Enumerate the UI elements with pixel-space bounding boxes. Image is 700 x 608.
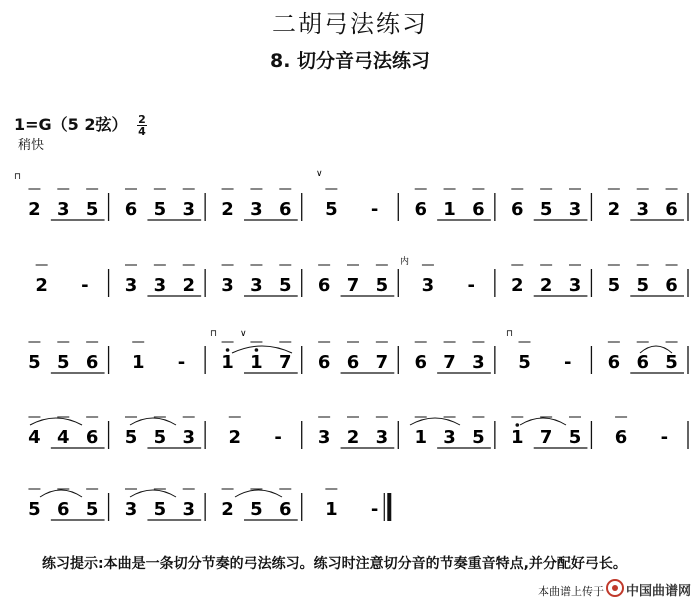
score-note: 3 <box>443 427 456 448</box>
logo-text: 中国曲谱网 <box>626 584 692 599</box>
score-note: 2 <box>221 199 234 220</box>
score-note: 5 <box>607 275 621 296</box>
score-note: 3 <box>317 427 331 448</box>
score-note: 6 <box>317 275 331 296</box>
piece-title: 二胡弓法练习 <box>272 10 428 38</box>
bowing-mark: ⊓ <box>210 329 218 339</box>
octave-dot-high <box>515 423 519 427</box>
score-note: 5 <box>325 199 338 220</box>
score-note: 3 <box>636 199 649 220</box>
score-note: - <box>274 427 282 448</box>
score-note: 2 <box>221 499 234 520</box>
score-note: 6 <box>85 427 99 448</box>
score-note: - <box>660 427 669 448</box>
score-note: 5 <box>250 499 263 520</box>
score-note: - <box>81 275 89 296</box>
score-note: 5 <box>85 199 99 220</box>
score-note: 3 <box>375 427 389 448</box>
score-note: - <box>370 499 379 520</box>
score-note: 7 <box>346 275 360 296</box>
score-note: 6 <box>124 199 138 220</box>
bowing-mark: ⊓ <box>14 172 22 182</box>
score-note: 7 <box>443 352 456 373</box>
bowing-mark: ∨ <box>240 329 247 339</box>
slur <box>520 418 566 425</box>
score-note: 5 <box>153 199 167 220</box>
score-note: 5 <box>568 427 582 448</box>
score-note: 5 <box>28 499 41 520</box>
score-note: 2 <box>228 427 242 448</box>
score-note: - <box>564 352 572 373</box>
score-note: 3 <box>57 199 70 220</box>
slur <box>235 490 282 497</box>
score-note: 3 <box>250 199 263 220</box>
score-note: 5 <box>153 427 167 448</box>
string-mark-inner: 内 <box>400 257 410 267</box>
logo-icon <box>606 579 624 597</box>
bowing-mark: ⊓ <box>506 329 514 339</box>
score-note: 6 <box>614 427 628 448</box>
tempo-marking: 稍快 <box>18 138 45 153</box>
score-note: 3 <box>124 275 138 296</box>
score-note: 6 <box>85 352 99 373</box>
score-note: - <box>467 275 475 296</box>
score-note: 6 <box>57 499 70 520</box>
score-note: 1 <box>443 199 456 220</box>
score-note: 7 <box>539 427 553 448</box>
score-note: 7 <box>279 352 292 373</box>
slur <box>130 418 176 425</box>
score-note: - <box>370 199 379 220</box>
source-note: 本曲谱上传于 <box>538 585 604 598</box>
score-note: 3 <box>153 275 167 296</box>
practice-tip: 练习提示:本曲是一条切分节奏的弓法练习。练习时注意切分音的节奏重音特点,并分配好弓长。 <box>42 556 627 572</box>
score-note: - <box>177 352 186 373</box>
score-note: 5 <box>518 352 531 373</box>
score-note: 2 <box>35 275 48 296</box>
score-note: 3 <box>568 199 582 220</box>
score-note: 3 <box>472 352 485 373</box>
time-signature-top: 2 <box>138 113 146 126</box>
score-note: 3 <box>250 275 263 296</box>
score-note: 2 <box>182 275 195 296</box>
score-note: 4 <box>57 427 70 448</box>
score-note: 6 <box>511 199 524 220</box>
score-note: 5 <box>28 352 41 373</box>
slur <box>410 418 460 425</box>
score-note: 5 <box>636 275 649 296</box>
score-note: 1 <box>131 352 145 373</box>
score-note: 5 <box>472 427 485 448</box>
score-note: 3 <box>221 275 234 296</box>
score-note: 5 <box>85 499 99 520</box>
time-signature-bottom: 4 <box>138 125 146 138</box>
score-note: 3 <box>182 199 195 220</box>
score-note: 7 <box>375 352 389 373</box>
score-note: 2 <box>607 199 621 220</box>
score-note: 5 <box>279 275 292 296</box>
score-note: 6 <box>636 352 649 373</box>
score-note: 6 <box>472 199 485 220</box>
score-note: 1 <box>325 499 338 520</box>
score-note: 2 <box>346 427 360 448</box>
score-note: 3 <box>124 499 138 520</box>
key-signature-text: 1=G（5 2弦） <box>14 115 128 134</box>
score-note: 5 <box>375 275 389 296</box>
score-note: 5 <box>124 427 138 448</box>
score-note: 6 <box>414 352 427 373</box>
piece-subtitle: 8. 切分音弓法练习 <box>269 50 431 72</box>
score-note: 1 <box>250 352 263 373</box>
score-note: 5 <box>153 499 167 520</box>
score-note: 5 <box>665 352 678 373</box>
slur <box>30 418 82 425</box>
octave-dot-high <box>255 348 259 352</box>
score-note: 1 <box>221 352 234 373</box>
score-note: 3 <box>568 275 582 296</box>
score-note: 6 <box>279 199 292 220</box>
score-note: 1 <box>511 427 524 448</box>
score-note: 4 <box>28 427 41 448</box>
score-note: 2 <box>28 199 41 220</box>
score-note: 3 <box>421 275 435 296</box>
score-note: 1 <box>414 427 427 448</box>
score-note: 2 <box>539 275 553 296</box>
score-note: 6 <box>607 352 621 373</box>
octave-dot-high <box>226 348 230 352</box>
score-note: 5 <box>57 352 70 373</box>
score-note: 6 <box>317 352 331 373</box>
score-note: 3 <box>182 499 195 520</box>
score-note: 6 <box>279 499 292 520</box>
site-logo <box>606 577 694 599</box>
score-note: 2 <box>511 275 524 296</box>
bowing-mark: ∨ <box>316 169 323 179</box>
score-note: 6 <box>346 352 360 373</box>
score-note: 6 <box>665 199 678 220</box>
score-note: 5 <box>539 199 553 220</box>
slur <box>40 490 82 497</box>
slur <box>130 490 176 497</box>
score-note: 6 <box>414 199 427 220</box>
score-note: 3 <box>182 427 195 448</box>
score-note: 6 <box>665 275 678 296</box>
